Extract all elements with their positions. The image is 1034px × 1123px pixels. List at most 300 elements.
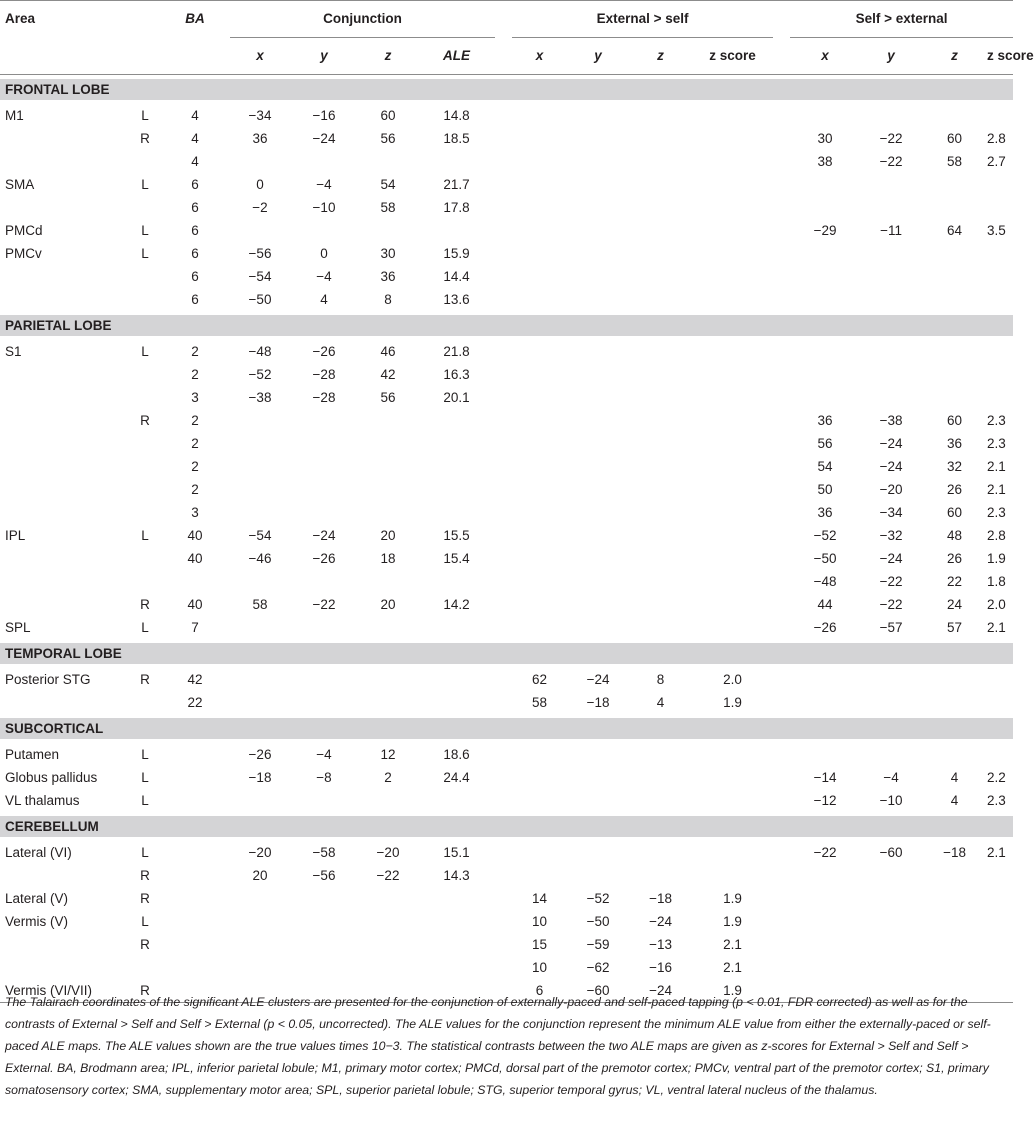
cell-ezs: 1.9 [723, 695, 742, 710]
cell-ez [629, 173, 692, 196]
cell-sz [922, 668, 987, 691]
cell-ba [160, 956, 230, 979]
cell-ale [418, 616, 495, 639]
cell-ez [629, 789, 692, 812]
cell-ale: 15.9 [443, 246, 470, 261]
cell-cx [230, 150, 290, 173]
cell-area: PMCv [5, 246, 42, 261]
cell-sx: −14 [813, 770, 837, 785]
cell-ez [629, 104, 692, 127]
cell-ba: 4 [191, 131, 199, 146]
cell-cx [230, 956, 290, 979]
cell-ale: 24.4 [443, 770, 470, 785]
cell-cy: −4 [316, 747, 332, 762]
table-row [0, 386, 1013, 409]
cell-ale: 20.1 [443, 390, 470, 405]
section-title: TEMPORAL LOBE [0, 643, 1013, 664]
header-conjunction: Conjunction [230, 1, 495, 38]
cell-cz [358, 933, 418, 956]
cell-cy [290, 501, 358, 524]
cell-ex: 10 [532, 914, 548, 929]
cell-sz: 36 [947, 436, 963, 451]
cell-sz: 24 [947, 597, 963, 612]
cell-side: R [140, 891, 150, 906]
cell-ez [629, 864, 692, 887]
cell-cy [290, 956, 358, 979]
cell-ale: 14.3 [443, 868, 470, 883]
cell-area: Vermis (V) [5, 914, 69, 929]
cell-sz: 58 [947, 154, 963, 169]
cell-ex [512, 455, 567, 478]
cell-area [0, 501, 130, 524]
cell-ex [512, 409, 567, 432]
cell-sy: −4 [883, 770, 899, 785]
cell-sz [922, 956, 987, 979]
cell-sy [860, 668, 922, 691]
cell-ez [629, 766, 692, 789]
cell-ale: 15.5 [443, 528, 470, 543]
cell-side [130, 478, 160, 501]
cell-sz [922, 887, 987, 910]
cell-ey [567, 363, 629, 386]
cell-cz: 42 [380, 367, 396, 382]
cell-szs [987, 668, 1013, 691]
cell-cy [290, 570, 358, 593]
cell-cy [290, 409, 358, 432]
cell-ey [567, 841, 629, 864]
cell-side [130, 386, 160, 409]
cell-sy [860, 340, 922, 363]
cell-ey [567, 288, 629, 311]
table-row [0, 150, 1013, 173]
cell-szs [987, 887, 1013, 910]
cell-ey [567, 127, 629, 150]
cell-ez [629, 363, 692, 386]
cell-area [0, 288, 130, 311]
cell-cz [358, 150, 418, 173]
cell-ale [418, 478, 495, 501]
cell-cx: −34 [248, 108, 272, 123]
cell-cy: −28 [312, 367, 336, 382]
cell-ezs [692, 104, 773, 127]
table-row [0, 409, 1013, 432]
cell-ezs [692, 841, 773, 864]
cell-ezs [692, 501, 773, 524]
section-title: SUBCORTICAL [0, 718, 1013, 739]
cell-szs [987, 242, 1013, 265]
cell-ba: 40 [187, 528, 203, 543]
cell-side: R [140, 131, 150, 146]
cell-ez: −13 [649, 937, 672, 952]
cell-cy [290, 478, 358, 501]
cell-szs [987, 196, 1013, 219]
cell-ale [418, 956, 495, 979]
cell-cy [290, 691, 358, 714]
cell-ex [512, 432, 567, 455]
cell-cx [230, 219, 290, 242]
header-ext-zscore: z score [692, 38, 773, 75]
cell-area [0, 432, 130, 455]
cell-szs: 2.1 [987, 845, 1006, 860]
cell-side: R [140, 413, 150, 428]
section-header [0, 816, 1013, 837]
header-area: Area [0, 1, 130, 38]
cell-area: Putamen [5, 747, 60, 762]
cell-ba: 22 [187, 695, 203, 710]
cell-cx: −46 [248, 551, 272, 566]
cell-ale [418, 501, 495, 524]
cell-cx: −2 [252, 200, 268, 215]
cell-sx: 36 [817, 413, 833, 428]
cell-ey [567, 265, 629, 288]
cell-ey: −62 [586, 960, 610, 975]
cell-cy [290, 150, 358, 173]
cell-sx [790, 864, 860, 887]
cell-area [0, 265, 130, 288]
cell-ez [629, 524, 692, 547]
cell-cz [358, 887, 418, 910]
cell-ale [418, 432, 495, 455]
cell-ex [512, 386, 567, 409]
cell-ezs [692, 363, 773, 386]
cell-cy: −16 [312, 108, 336, 123]
cell-ey [567, 766, 629, 789]
cell-ez: −18 [649, 891, 672, 906]
cell-ba: 6 [191, 200, 199, 215]
cell-sx: −29 [813, 223, 837, 238]
cell-ez [629, 432, 692, 455]
cell-ez: −24 [629, 979, 692, 1003]
cell-ez [629, 127, 692, 150]
cell-cx [230, 887, 290, 910]
cell-ex [512, 219, 567, 242]
cell-ale [418, 691, 495, 714]
cell-ey [567, 340, 629, 363]
cell-sy: −24 [879, 436, 903, 451]
cell-sx [790, 196, 860, 219]
cell-side: L [141, 108, 149, 123]
cell-ey [567, 219, 629, 242]
cell-area [0, 478, 130, 501]
table-row [0, 340, 1013, 363]
cell-ey [567, 432, 629, 455]
cell-side: R [130, 979, 160, 1003]
cell-szs [987, 340, 1013, 363]
section-header [0, 718, 1013, 739]
cell-sz [922, 743, 987, 766]
cell-sz: 4 [950, 793, 959, 808]
cell-ba: 6 [191, 246, 199, 261]
cell-cz [358, 478, 418, 501]
cell-ex: 6 [512, 979, 567, 1003]
cell-cy [290, 887, 358, 910]
cell-sy [860, 265, 922, 288]
cell-ezs: 2.1 [723, 937, 742, 952]
cell-cx [230, 409, 290, 432]
cell-cx [230, 668, 290, 691]
cell-sz [922, 173, 987, 196]
cell-ez [629, 616, 692, 639]
cell-cz [358, 910, 418, 933]
cell-cy [290, 668, 358, 691]
cell-cy: −24 [312, 528, 336, 543]
cell-ey [567, 616, 629, 639]
cell-sz: −18 [943, 845, 966, 860]
cell-ey [567, 864, 629, 887]
cell-ezs [692, 340, 773, 363]
cell-ey [567, 242, 629, 265]
cell-cz [358, 455, 418, 478]
cell-szs: 3.5 [987, 223, 1006, 238]
cell-ey [567, 173, 629, 196]
cell-sz [922, 265, 987, 288]
cell-side: L [141, 246, 149, 261]
cell-side [130, 150, 160, 173]
cell-ba: 7 [191, 620, 199, 635]
cell-sy: −24 [879, 459, 903, 474]
cell-ezs [692, 150, 773, 173]
cell-sx [790, 242, 860, 265]
cell-sy [860, 288, 922, 311]
table-row [0, 616, 1013, 639]
cell-cy: −26 [312, 344, 336, 359]
table-row [0, 524, 1013, 547]
cell-cx: −54 [248, 269, 272, 284]
table-row [0, 265, 1013, 288]
cell-ey [567, 386, 629, 409]
cell-sy [860, 242, 922, 265]
cell-sx [790, 363, 860, 386]
cell-szs [987, 173, 1013, 196]
cell-sx: −50 [813, 551, 837, 566]
cell-sy: −20 [879, 482, 903, 497]
cell-ez: 4 [656, 695, 665, 710]
cell-ey [567, 593, 629, 616]
cell-szs: 2.3 [987, 436, 1006, 451]
cell-cy [290, 910, 358, 933]
cell-cy [290, 616, 358, 639]
cell-ey [567, 570, 629, 593]
cell-szs [987, 910, 1013, 933]
cell-ba: 2 [191, 367, 199, 382]
cell-sx: −22 [813, 845, 837, 860]
cell-ex [512, 173, 567, 196]
cell-ex: 14 [532, 891, 548, 906]
table-row [0, 841, 1013, 864]
cell-ex [512, 127, 567, 150]
cell-side [130, 432, 160, 455]
cell-sz [922, 104, 987, 127]
cell-cx: −56 [248, 246, 272, 261]
cell-ex [512, 524, 567, 547]
cell-ba [160, 766, 230, 789]
cell-sx [790, 933, 860, 956]
cell-sz: 26 [947, 482, 963, 497]
cell-cz: 2 [384, 770, 392, 785]
cell-ba [160, 789, 230, 812]
cell-cy: −10 [312, 200, 336, 215]
cell-ezs [692, 743, 773, 766]
cell-sy [860, 691, 922, 714]
cell-ba: 3 [191, 390, 199, 405]
cell-area: VL thalamus [5, 793, 80, 808]
cell-area: Globus pallidus [5, 770, 98, 785]
cell-cx: 0 [256, 177, 264, 192]
cell-sy: −57 [879, 620, 903, 635]
cell-sz [922, 363, 987, 386]
header-self-zscore: z score [987, 38, 1013, 75]
cell-side: L [141, 344, 149, 359]
cell-cx: 58 [252, 597, 268, 612]
cell-cz [358, 956, 418, 979]
cell-sx [790, 691, 860, 714]
cell-cz [358, 432, 418, 455]
cell-area: PMCd [5, 223, 43, 238]
cell-szs: 2.1 [987, 482, 1006, 497]
cell-sx: 54 [817, 459, 833, 474]
cell-ezs [692, 864, 773, 887]
cell-ba: 3 [191, 505, 199, 520]
cell-cz [358, 691, 418, 714]
cell-sy: −22 [879, 574, 903, 589]
cell-cx [230, 789, 290, 812]
cell-sz [922, 864, 987, 887]
cell-szs [987, 386, 1013, 409]
cell-area [0, 386, 130, 409]
table-row [0, 363, 1013, 386]
cell-sx [790, 743, 860, 766]
cell-ex [512, 547, 567, 570]
cell-side [130, 547, 160, 570]
cell-ey: −24 [586, 672, 610, 687]
cell-ex [512, 570, 567, 593]
cell-szs [987, 691, 1013, 714]
cell-cy: 0 [320, 246, 328, 261]
section-header [0, 315, 1013, 336]
cell-cy [290, 789, 358, 812]
table-row [0, 910, 1013, 933]
cell-area [0, 409, 130, 432]
cell-ez [629, 547, 692, 570]
cell-ex [512, 478, 567, 501]
cell-cy: −24 [312, 131, 336, 146]
cell-cy: −4 [316, 269, 332, 284]
cell-sz: 60 [947, 413, 963, 428]
cell-ba: 42 [187, 672, 203, 687]
header-conj-ale: ALE [418, 38, 495, 75]
cell-sy [860, 956, 922, 979]
table-row [0, 547, 1013, 570]
cell-cx: −52 [248, 367, 272, 382]
cell-sy [860, 887, 922, 910]
cell-sy: −10 [879, 793, 903, 808]
cell-ale: 15.4 [443, 551, 470, 566]
cell-ba [160, 743, 230, 766]
cell-cx: −38 [248, 390, 272, 405]
cell-sz: 22 [947, 574, 963, 589]
cell-cz: 60 [380, 108, 396, 123]
cell-cy [290, 432, 358, 455]
cell-ey [567, 196, 629, 219]
section-header [0, 643, 1013, 664]
cell-cz: 12 [380, 747, 396, 762]
cell-ezs [692, 288, 773, 311]
section-title: PARIETAL LOBE [0, 315, 1013, 336]
cell-sy: −34 [879, 505, 903, 520]
cell-ez [629, 386, 692, 409]
table-row [0, 668, 1013, 691]
cell-sx [790, 288, 860, 311]
cell-cx: −26 [248, 747, 272, 762]
cell-ezs: 1.9 [723, 891, 742, 906]
cell-sy: −22 [879, 597, 903, 612]
cell-cz: 56 [380, 390, 396, 405]
cell-cx: −50 [248, 292, 272, 307]
table-row [0, 478, 1013, 501]
cell-cz: 36 [380, 269, 396, 284]
cell-sz [922, 242, 987, 265]
cell-cz [358, 570, 418, 593]
cell-sy [860, 910, 922, 933]
cell-cz: 18 [380, 551, 396, 566]
cell-sy [860, 104, 922, 127]
cell-cz [358, 616, 418, 639]
cell-ex [512, 340, 567, 363]
cell-side [130, 956, 160, 979]
cell-cz: −20 [376, 845, 400, 860]
cell-sz: 60 [947, 131, 963, 146]
cell-szs [987, 288, 1013, 311]
table-row [0, 501, 1013, 524]
table-row [0, 933, 1013, 956]
cell-cy: −28 [312, 390, 336, 405]
cell-sz [922, 340, 987, 363]
cell-ez: −24 [649, 914, 672, 929]
cell-ex [512, 766, 567, 789]
cell-sx: −52 [813, 528, 837, 543]
cell-ezs [692, 432, 773, 455]
cell-sx [790, 173, 860, 196]
cell-sy [860, 743, 922, 766]
header-self-external: Self > external [790, 1, 1013, 38]
cell-cz [358, 501, 418, 524]
header-ba: BA [160, 1, 230, 38]
table-footnote: The Talairach coordinates of the significant ALE clusters are presented for the conjunction of externally-paced and self-paced tapping (p < 0.01, FDR corrected) as well as for the contrasts of External > Self and Self > External (p < 0.05, uncorrected). The ALE values for the conjunction represent the minimum ALE value from either the externally-paced or self-paced ALE maps. The ALE values shown are the true values times 10−3. The statistical contrasts between the two ALE maps are given as z-scores for External > Self and Self > External. BA, Brodmann area; IPL, inferior parietal lobule; M1, primary motor cortex; PMCd, dorsal part of the premotor cortex; PMCv, ventral part of the premotor cortex; S1, primary somatosensory cortex; SMA, supplementary motor area; SPL, superior parietal lobule; STG, superior temporal gyrus; VL, ventral lateral nucleus of the thalamus. [5, 995, 991, 1097]
table-row [0, 104, 1013, 127]
table-row [0, 743, 1013, 766]
cell-cx [230, 455, 290, 478]
cell-ale [418, 668, 495, 691]
cell-sx: −48 [813, 574, 837, 589]
cell-sy: −24 [879, 551, 903, 566]
cell-ba: 6 [191, 177, 199, 192]
cell-ale: 18.5 [443, 131, 470, 146]
cell-sx: 56 [817, 436, 833, 451]
cell-ezs [692, 766, 773, 789]
cell-sz [922, 933, 987, 956]
cell-area: Posterior STG [5, 672, 91, 687]
cell-ale [418, 789, 495, 812]
cell-sz: 48 [947, 528, 963, 543]
cell-ez [629, 478, 692, 501]
cell-ex [512, 288, 567, 311]
cell-ezs: 1.9 [692, 979, 773, 1003]
cell-area [0, 455, 130, 478]
section-title: CEREBELLUM [0, 816, 1013, 837]
cell-cz: 58 [380, 200, 396, 215]
cell-cy [290, 933, 358, 956]
cell-szs [987, 104, 1013, 127]
